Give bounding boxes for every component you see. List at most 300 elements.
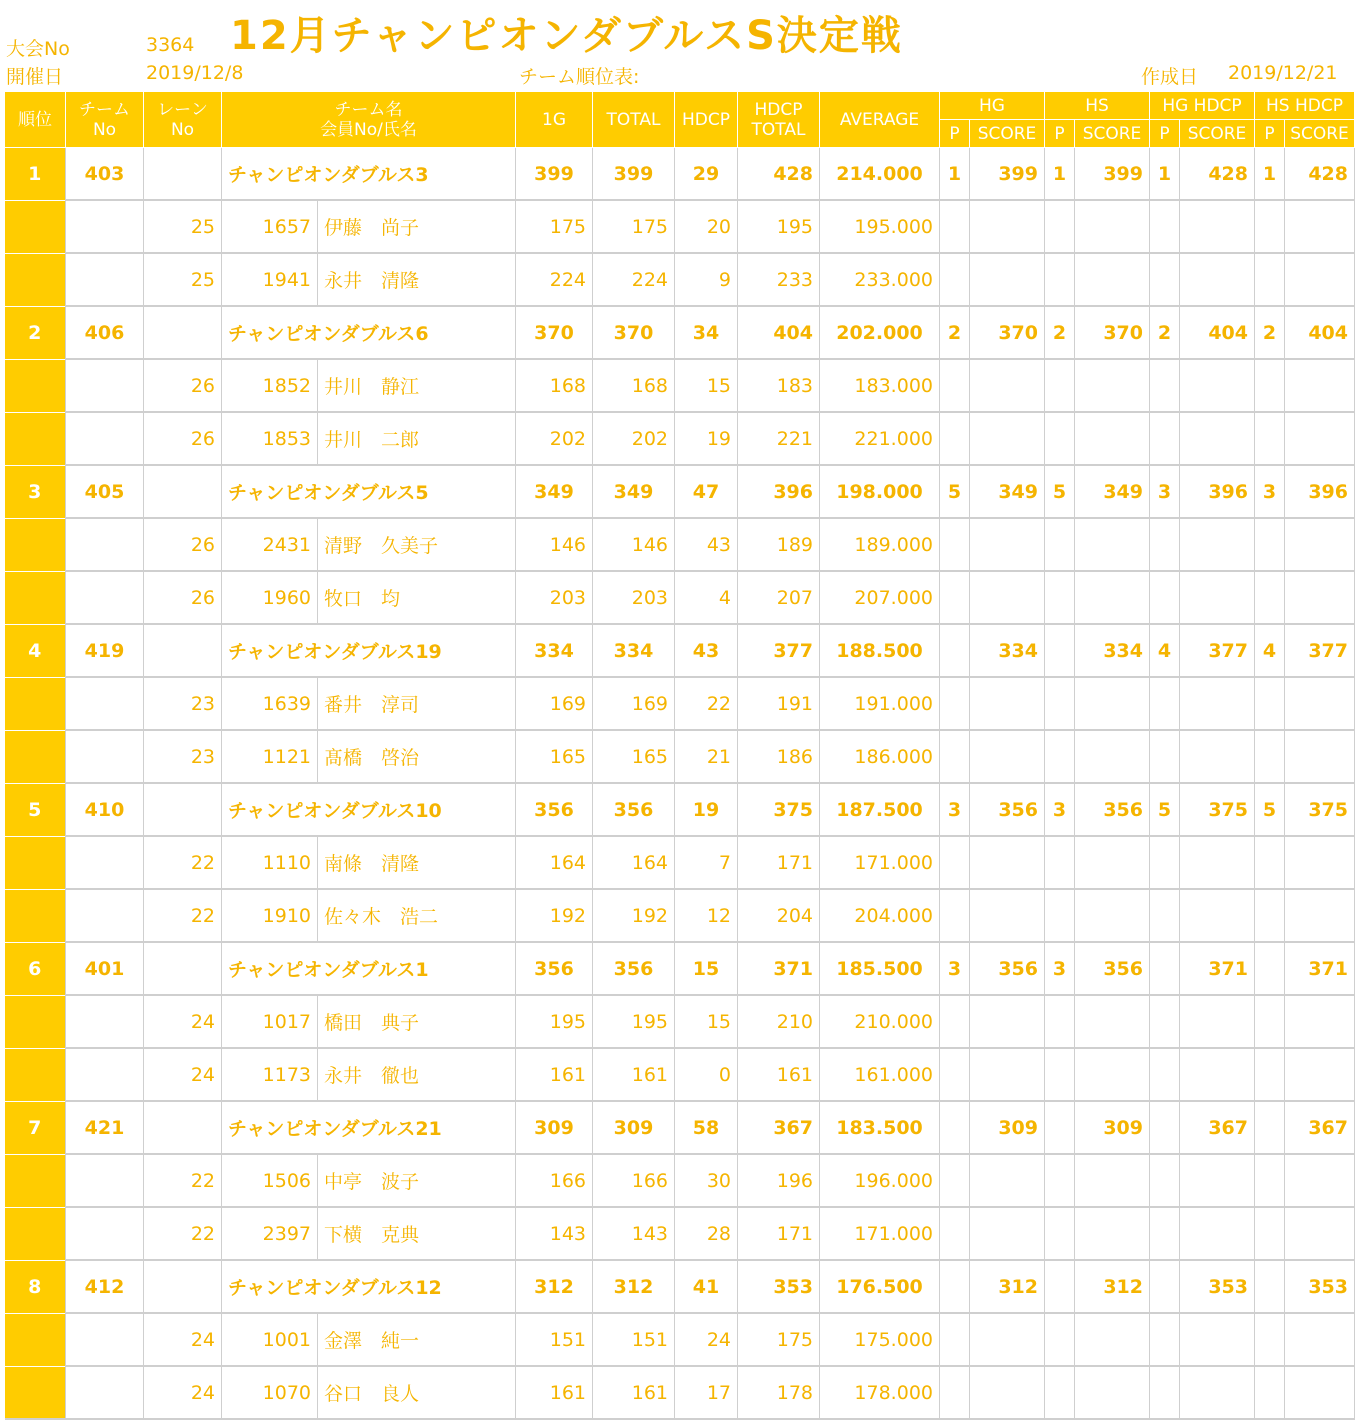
- date-value: 2019/12/8: [146, 62, 244, 84]
- hdcp-cell: 19: [675, 783, 738, 836]
- table-header: [5, 92, 1355, 148]
- hgh-p-cell: [1150, 942, 1180, 995]
- hgh-score-cell: 396: [1180, 465, 1255, 518]
- member-name-cell: 井川 静江: [318, 359, 516, 412]
- member-name-cell: 南條 清隆: [318, 836, 516, 889]
- hdcp-total-cell: 221: [738, 412, 820, 465]
- g1-cell: 161: [516, 1366, 593, 1419]
- hg-score-cell: 309: [970, 1101, 1045, 1154]
- hgh-score-cell: 404: [1180, 306, 1255, 359]
- lane-cell: 23: [144, 730, 222, 783]
- rank-cell-empty: [5, 836, 66, 889]
- total-cell: 146: [593, 518, 675, 571]
- empty-cell: [1075, 730, 1150, 783]
- empty-cell: [1075, 1313, 1150, 1366]
- lane-cell: [144, 465, 222, 518]
- empty-cell: [940, 412, 970, 465]
- total-cell: 202: [593, 412, 675, 465]
- hg-score-cell: 399: [970, 148, 1045, 201]
- hdcp-cell: 12: [675, 889, 738, 942]
- empty-cell: [1045, 836, 1075, 889]
- team-name-cell: チャンピオンダブルス5: [222, 465, 516, 518]
- team-row: [5, 306, 1355, 359]
- empty-cell: [1285, 253, 1355, 306]
- empty-cell: [1285, 200, 1355, 253]
- empty-cell: [940, 1048, 970, 1101]
- team-no-cell-empty: [66, 1207, 144, 1260]
- team-row: [5, 783, 1355, 836]
- total-cell: 161: [593, 1366, 675, 1419]
- g1-cell: 164: [516, 836, 593, 889]
- col-team-name-line2: 会員No/氏名: [320, 119, 417, 140]
- empty-cell: [1045, 1154, 1075, 1207]
- team-name-cell: チャンピオンダブルス21: [222, 1101, 516, 1154]
- hg-p-cell: [940, 1101, 970, 1154]
- empty-cell: [1180, 1207, 1255, 1260]
- empty-cell: [1255, 677, 1285, 730]
- member-no-cell: 1001: [222, 1313, 318, 1366]
- team-no-cell-empty: [66, 359, 144, 412]
- team-no-cell-empty: [66, 730, 144, 783]
- empty-cell: [1045, 1366, 1075, 1419]
- empty-cell: [1255, 1366, 1285, 1419]
- empty-cell: [1180, 1048, 1255, 1101]
- hdcp-cell: 0: [675, 1048, 738, 1101]
- member-row: [5, 571, 1355, 624]
- col-hg: HG: [940, 92, 1045, 120]
- empty-cell: [1150, 1207, 1180, 1260]
- hs-p-cell: 3: [1045, 942, 1075, 995]
- hdcp-total-cell: 183: [738, 359, 820, 412]
- average-cell: 187.500: [820, 783, 940, 836]
- average-cell: 161.000: [820, 1048, 940, 1101]
- team-name-cell: チャンピオンダブルス1: [222, 942, 516, 995]
- average-cell: 198.000: [820, 465, 940, 518]
- hg-score-cell: 334: [970, 624, 1045, 677]
- rank-cell-empty: [5, 412, 66, 465]
- empty-cell: [1285, 1048, 1355, 1101]
- hs-score-cell: 356: [1075, 783, 1150, 836]
- empty-cell: [970, 677, 1045, 730]
- col-rank: 順位: [5, 92, 66, 148]
- total-cell: 356: [593, 783, 675, 836]
- hdcp-total-cell: 161: [738, 1048, 820, 1101]
- hs-score-cell: 370: [1075, 306, 1150, 359]
- lane-cell: 26: [144, 359, 222, 412]
- rank-cell-empty: [5, 571, 66, 624]
- empty-cell: [1150, 1313, 1180, 1366]
- empty-cell: [1255, 1154, 1285, 1207]
- average-cell: 233.000: [820, 253, 940, 306]
- team-no-cell: 405: [66, 465, 144, 518]
- rank-cell: 1: [5, 148, 66, 201]
- empty-cell: [940, 836, 970, 889]
- g1-cell: 175: [516, 200, 593, 253]
- member-row: [5, 1366, 1355, 1419]
- g1-cell: 370: [516, 306, 593, 359]
- team-row: [5, 465, 1355, 518]
- hsh-p-cell: 3: [1255, 465, 1285, 518]
- empty-cell: [1255, 889, 1285, 942]
- g1-cell: 143: [516, 1207, 593, 1260]
- hdcp-cell: 43: [675, 624, 738, 677]
- empty-cell: [940, 518, 970, 571]
- team-no-cell-empty: [66, 889, 144, 942]
- g1-cell: 349: [516, 465, 593, 518]
- hg-score-cell: 356: [970, 783, 1045, 836]
- hdcp-cell: 15: [675, 359, 738, 412]
- g1-cell: 202: [516, 412, 593, 465]
- average-cell: 186.000: [820, 730, 940, 783]
- hdcp-total-cell: 377: [738, 624, 820, 677]
- col-hg-hdcp: HG HDCP: [1150, 92, 1255, 120]
- hdcp-total-cell: 210: [738, 995, 820, 1048]
- g1-cell: 151: [516, 1313, 593, 1366]
- g1-cell: 224: [516, 253, 593, 306]
- rank-cell: 5: [5, 783, 66, 836]
- hdcp-cell: 21: [675, 730, 738, 783]
- member-no-cell: 1121: [222, 730, 318, 783]
- hsh-p-cell: [1255, 1101, 1285, 1154]
- lane-cell: 25: [144, 253, 222, 306]
- empty-cell: [1045, 1048, 1075, 1101]
- average-cell: 176.500: [820, 1260, 940, 1313]
- empty-cell: [1075, 1154, 1150, 1207]
- empty-cell: [1285, 995, 1355, 1048]
- empty-cell: [1255, 836, 1285, 889]
- empty-cell: [1045, 677, 1075, 730]
- hgh-p-cell: [1150, 1260, 1180, 1313]
- col-lane-no-line2: No: [170, 119, 195, 140]
- hgh-score-cell: 375: [1180, 783, 1255, 836]
- hg-score-cell: 370: [970, 306, 1045, 359]
- empty-cell: [940, 889, 970, 942]
- hgh-p-cell: 2: [1150, 306, 1180, 359]
- member-name-cell: 谷口 良人: [318, 1366, 516, 1419]
- hdcp-total-cell: 375: [738, 783, 820, 836]
- total-cell: 143: [593, 1207, 675, 1260]
- total-cell: 164: [593, 836, 675, 889]
- empty-cell: [1075, 571, 1150, 624]
- average-cell: 196.000: [820, 1154, 940, 1207]
- hs-score-cell: 349: [1075, 465, 1150, 518]
- hsh-p-cell: 5: [1255, 783, 1285, 836]
- empty-cell: [1075, 359, 1150, 412]
- hdcp-cell: 4: [675, 571, 738, 624]
- average-cell: 171.000: [820, 836, 940, 889]
- lane-cell: 24: [144, 1313, 222, 1366]
- member-row: [5, 677, 1355, 730]
- empty-cell: [970, 889, 1045, 942]
- empty-cell: [1045, 518, 1075, 571]
- total-cell: 309: [593, 1101, 675, 1154]
- rank-cell-empty: [5, 730, 66, 783]
- average-cell: 183.500: [820, 1101, 940, 1154]
- team-row: [5, 1260, 1355, 1313]
- rank-cell-empty: [5, 518, 66, 571]
- hdcp-cell: 9: [675, 253, 738, 306]
- empty-cell: [1180, 1313, 1255, 1366]
- empty-cell: [1180, 1154, 1255, 1207]
- hdcp-cell: 19: [675, 412, 738, 465]
- member-name-cell: 伊藤 尚子: [318, 200, 516, 253]
- average-cell: 210.000: [820, 995, 940, 1048]
- rank-cell: 6: [5, 942, 66, 995]
- hsh-score-cell: 404: [1285, 306, 1355, 359]
- hdcp-total-cell: 191: [738, 677, 820, 730]
- hgh-p-cell: 5: [1150, 783, 1180, 836]
- empty-cell: [1180, 518, 1255, 571]
- empty-cell: [1150, 889, 1180, 942]
- col-hsh-score: SCORE: [1285, 120, 1355, 148]
- empty-cell: [1285, 730, 1355, 783]
- team-name-cell: チャンピオンダブルス3: [222, 148, 516, 201]
- g1-cell: 165: [516, 730, 593, 783]
- hs-p-cell: [1045, 1101, 1075, 1154]
- average-cell: 202.000: [820, 306, 940, 359]
- hdcp-total-cell: 189: [738, 518, 820, 571]
- col-team-no-line2: No: [92, 119, 117, 140]
- hsh-score-cell: 396: [1285, 465, 1355, 518]
- hsh-p-cell: 4: [1255, 624, 1285, 677]
- g1-cell: 195: [516, 995, 593, 1048]
- lane-cell: [144, 1101, 222, 1154]
- rank-cell: 3: [5, 465, 66, 518]
- hdcp-total-cell: 175: [738, 1313, 820, 1366]
- member-row: [5, 836, 1355, 889]
- hdcp-total-cell: 204: [738, 889, 820, 942]
- hgh-score-cell: 371: [1180, 942, 1255, 995]
- member-row: [5, 889, 1355, 942]
- team-no-cell-empty: [66, 571, 144, 624]
- member-name-cell: 佐々木 浩二: [318, 889, 516, 942]
- empty-cell: [1150, 412, 1180, 465]
- empty-cell: [1150, 995, 1180, 1048]
- col-team-name-line1: チーム名: [334, 99, 403, 120]
- rank-cell-empty: [5, 889, 66, 942]
- empty-cell: [970, 200, 1045, 253]
- team-no-cell: 403: [66, 148, 144, 201]
- hgh-score-cell: 367: [1180, 1101, 1255, 1154]
- team-no-cell: 406: [66, 306, 144, 359]
- hsh-score-cell: 428: [1285, 148, 1355, 201]
- empty-cell: [1150, 518, 1180, 571]
- empty-cell: [1150, 1366, 1180, 1419]
- empty-cell: [1180, 359, 1255, 412]
- team-row: [5, 148, 1355, 201]
- hg-p-cell: 3: [940, 783, 970, 836]
- hdcp-cell: 17: [675, 1366, 738, 1419]
- empty-cell: [1045, 995, 1075, 1048]
- team-no-cell: 410: [66, 783, 144, 836]
- member-no-cell: 1852: [222, 359, 318, 412]
- hdcp-total-cell: 233: [738, 253, 820, 306]
- hg-score-cell: 356: [970, 942, 1045, 995]
- g1-cell: 356: [516, 942, 593, 995]
- member-name-cell: 清野 久美子: [318, 518, 516, 571]
- empty-cell: [1180, 677, 1255, 730]
- hdcp-cell: 47: [675, 465, 738, 518]
- team-no-cell: 412: [66, 1260, 144, 1313]
- member-no-cell: 1017: [222, 995, 318, 1048]
- total-cell: 349: [593, 465, 675, 518]
- member-no-cell: 2431: [222, 518, 318, 571]
- empty-cell: [1075, 200, 1150, 253]
- rank-cell: 7: [5, 1101, 66, 1154]
- empty-cell: [1285, 1154, 1355, 1207]
- hdcp-total-cell: 178: [738, 1366, 820, 1419]
- empty-cell: [1150, 730, 1180, 783]
- hdcp-cell: 24: [675, 1313, 738, 1366]
- hdcp-total-cell: 195: [738, 200, 820, 253]
- member-row: [5, 200, 1355, 253]
- hs-score-cell: 309: [1075, 1101, 1150, 1154]
- average-cell: 175.000: [820, 1313, 940, 1366]
- team-no-cell-empty: [66, 253, 144, 306]
- hdcp-total-cell: 171: [738, 1207, 820, 1260]
- member-row: [5, 1154, 1355, 1207]
- team-no-cell-empty: [66, 836, 144, 889]
- member-name-cell: 下横 克典: [318, 1207, 516, 1260]
- rank-cell-empty: [5, 1154, 66, 1207]
- total-cell: 151: [593, 1313, 675, 1366]
- empty-cell: [1150, 571, 1180, 624]
- hsh-score-cell: 371: [1285, 942, 1355, 995]
- empty-cell: [970, 1207, 1045, 1260]
- team-no-cell-empty: [66, 677, 144, 730]
- col-hgh-p: P: [1150, 120, 1180, 148]
- lane-cell: [144, 306, 222, 359]
- member-name-cell: 永井 清隆: [318, 253, 516, 306]
- empty-cell: [1045, 1313, 1075, 1366]
- average-cell: 188.500: [820, 624, 940, 677]
- team-no-cell-empty: [66, 412, 144, 465]
- empty-cell: [1285, 1366, 1355, 1419]
- hdcp-cell: 28: [675, 1207, 738, 1260]
- member-row: [5, 1207, 1355, 1260]
- lane-cell: 24: [144, 995, 222, 1048]
- empty-cell: [1180, 1366, 1255, 1419]
- empty-cell: [1255, 200, 1285, 253]
- empty-cell: [1255, 571, 1285, 624]
- rank-cell-empty: [5, 1048, 66, 1101]
- member-name-cell: 番井 淳司: [318, 677, 516, 730]
- empty-cell: [940, 677, 970, 730]
- average-cell: 178.000: [820, 1366, 940, 1419]
- empty-cell: [1180, 571, 1255, 624]
- hs-p-cell: 1: [1045, 148, 1075, 201]
- team-row: [5, 1101, 1355, 1154]
- g1-cell: 192: [516, 889, 593, 942]
- rank-cell: 8: [5, 1260, 66, 1313]
- empty-cell: [1045, 200, 1075, 253]
- rank-cell-empty: [5, 995, 66, 1048]
- col-hg-score: SCORE: [970, 120, 1045, 148]
- empty-cell: [1150, 359, 1180, 412]
- hgh-p-cell: 4: [1150, 624, 1180, 677]
- g1-cell: 203: [516, 571, 593, 624]
- empty-cell: [1075, 677, 1150, 730]
- col-hdcp-total: [738, 92, 820, 148]
- g1-cell: 169: [516, 677, 593, 730]
- total-cell: 399: [593, 148, 675, 201]
- hgh-p-cell: 1: [1150, 148, 1180, 201]
- team-name-cell: チャンピオンダブルス12: [222, 1260, 516, 1313]
- hdcp-cell: 15: [675, 942, 738, 995]
- team-no-cell-empty: [66, 1366, 144, 1419]
- lane-cell: 22: [144, 1154, 222, 1207]
- member-no-cell: 1639: [222, 677, 318, 730]
- empty-cell: [1255, 518, 1285, 571]
- empty-cell: [940, 1366, 970, 1419]
- empty-cell: [1075, 253, 1150, 306]
- average-cell: 183.000: [820, 359, 940, 412]
- average-cell: 214.000: [820, 148, 940, 201]
- total-cell: 334: [593, 624, 675, 677]
- col-1g: 1G: [516, 92, 593, 148]
- hsh-score-cell: 367: [1285, 1101, 1355, 1154]
- hg-p-cell: 2: [940, 306, 970, 359]
- team-no-cell-empty: [66, 1154, 144, 1207]
- lane-cell: 26: [144, 518, 222, 571]
- hdcp-cell: 15: [675, 995, 738, 1048]
- rank-cell-empty: [5, 359, 66, 412]
- g1-cell: 356: [516, 783, 593, 836]
- ranking-table: [4, 91, 1355, 1420]
- hdcp-total-cell: 353: [738, 1260, 820, 1313]
- member-row: [5, 1313, 1355, 1366]
- member-no-cell: 1941: [222, 253, 318, 306]
- total-cell: 169: [593, 677, 675, 730]
- col-hdcp-total-line1: HDCP: [754, 99, 803, 120]
- hsh-score-cell: 375: [1285, 783, 1355, 836]
- empty-cell: [1255, 1207, 1285, 1260]
- hdcp-cell: 43: [675, 518, 738, 571]
- empty-cell: [1075, 1207, 1150, 1260]
- empty-cell: [1180, 253, 1255, 306]
- member-row: [5, 995, 1355, 1048]
- empty-cell: [1285, 677, 1355, 730]
- hs-p-cell: 5: [1045, 465, 1075, 518]
- hdcp-total-cell: 371: [738, 942, 820, 995]
- member-name-cell: 橋田 典子: [318, 995, 516, 1048]
- empty-cell: [1075, 1048, 1150, 1101]
- lane-cell: 22: [144, 836, 222, 889]
- lane-cell: 22: [144, 1207, 222, 1260]
- g1-cell: 309: [516, 1101, 593, 1154]
- total-cell: 165: [593, 730, 675, 783]
- hdcp-cell: 41: [675, 1260, 738, 1313]
- hsh-p-cell: [1255, 1260, 1285, 1313]
- empty-cell: [1180, 889, 1255, 942]
- empty-cell: [1285, 1207, 1355, 1260]
- empty-cell: [970, 1154, 1045, 1207]
- date-label: 開催日: [6, 66, 64, 88]
- empty-cell: [1285, 571, 1355, 624]
- lane-cell: [144, 148, 222, 201]
- col-team-name: [222, 92, 516, 148]
- hs-p-cell: 2: [1045, 306, 1075, 359]
- empty-cell: [1045, 412, 1075, 465]
- hs-p-cell: [1045, 1260, 1075, 1313]
- empty-cell: [1180, 730, 1255, 783]
- team-no-cell: 421: [66, 1101, 144, 1154]
- average-cell: 189.000: [820, 518, 940, 571]
- empty-cell: [970, 253, 1045, 306]
- empty-cell: [1075, 1366, 1150, 1419]
- empty-cell: [1045, 889, 1075, 942]
- hdcp-cell: 29: [675, 148, 738, 201]
